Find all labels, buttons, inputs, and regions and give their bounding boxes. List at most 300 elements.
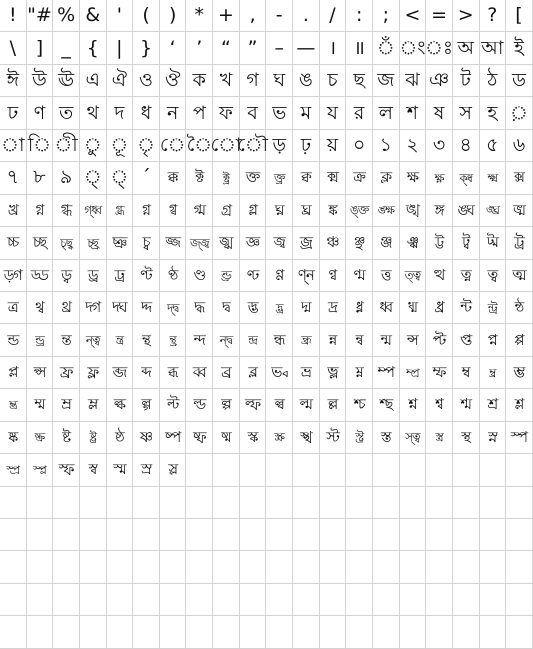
glyph-cell: ন্ম xyxy=(373,324,400,356)
glyph-cell: স্র xyxy=(133,454,160,486)
glyph-cell: ঙ্গ xyxy=(426,195,453,227)
glyph-cell: ষ্ণ xyxy=(133,422,160,454)
glyph-cell: ৫ xyxy=(480,130,507,162)
glyph-cell: ঊ xyxy=(53,65,80,97)
glyph-cell: ন্স xyxy=(400,324,427,356)
glyph-cell: _ xyxy=(53,32,80,64)
glyph-cell: ড xyxy=(506,65,533,97)
glyph-cell: শ xyxy=(400,97,427,129)
glyph-cell: ণ্ঢ xyxy=(240,260,267,292)
glyph-cell xyxy=(506,551,533,583)
glyph-cell: শ্ব xyxy=(426,389,453,421)
glyph-cell: ক্স xyxy=(506,162,533,194)
glyph-cell: স্খ xyxy=(293,422,320,454)
glyph-cell xyxy=(107,551,134,583)
glyph-cell: ঞ্ঝ xyxy=(400,227,427,259)
glyph-cell: ম্ন xyxy=(346,357,373,389)
glyph-cell xyxy=(293,584,320,616)
glyph-cell xyxy=(453,454,480,486)
glyph-cell: প্ট xyxy=(426,324,453,356)
glyph-cell: ঙ্ম xyxy=(506,195,533,227)
glyph-cell: ফ xyxy=(213,97,240,129)
glyph-cell xyxy=(27,519,54,551)
glyph-cell: [ xyxy=(506,0,533,32)
glyph-cell: ন্ত্ব xyxy=(80,324,107,356)
glyph-cell: ণ্ড্র xyxy=(213,260,240,292)
glyph-cell: ণ্ম xyxy=(346,260,373,292)
glyph-cell: ল্প xyxy=(213,389,240,421)
glyph-cell: ক্ত্র xyxy=(266,162,293,194)
glyph-cell xyxy=(426,584,453,616)
glyph-cell: ক্ট xyxy=(186,162,213,194)
glyph-cell xyxy=(426,487,453,519)
glyph-cell: ণ্ট xyxy=(133,260,160,292)
glyph-cell: ব্ল xyxy=(240,357,267,389)
glyph-cell xyxy=(320,616,347,648)
glyph-cell xyxy=(346,616,373,648)
glyph-cell: শ্র xyxy=(480,389,507,421)
glyph-cell xyxy=(346,454,373,486)
glyph-cell xyxy=(426,454,453,486)
glyph-cell: এ xyxy=(80,65,107,97)
glyph-cell: | xyxy=(107,32,134,64)
glyph-cell: চ্ছ্র xyxy=(80,227,107,259)
glyph-cell xyxy=(266,584,293,616)
glyph-cell: ঁ xyxy=(373,32,400,64)
glyph-cell: ৯ xyxy=(53,162,80,194)
glyph-cell: প্ল xyxy=(0,357,27,389)
glyph-cell xyxy=(107,519,134,551)
glyph-cell: ব্ব xyxy=(186,357,213,389)
glyph-cell: ক্ল xyxy=(373,162,400,194)
glyph-cell: দ্ভ্র xyxy=(266,292,293,324)
glyph-cell: “ xyxy=(213,32,240,64)
glyph-cell: ত্র xyxy=(0,292,27,324)
glyph-cell: - xyxy=(266,0,293,32)
glyph-cell: স্ট xyxy=(320,422,347,454)
glyph-cell: & xyxy=(80,0,107,32)
glyph-cell: ‘ xyxy=(160,32,187,64)
glyph-cell: ঢ্র xyxy=(107,260,134,292)
glyph-cell: ত্ত xyxy=(373,260,400,292)
glyph-cell: গ্ম xyxy=(186,195,213,227)
glyph-cell: ; xyxy=(373,0,400,32)
glyph-cell xyxy=(27,487,54,519)
glyph-cell xyxy=(373,584,400,616)
glyph-cell: ” xyxy=(240,32,267,64)
glyph-cell: ল্ম xyxy=(293,389,320,421)
glyph-cell: ় xyxy=(506,97,533,129)
glyph-cell xyxy=(213,454,240,486)
glyph-cell: ম্ব xyxy=(453,357,480,389)
glyph-cell: ষ্ঠ xyxy=(107,422,134,454)
glyph-cell: জ্ঝ xyxy=(213,227,240,259)
glyph-cell: গ্ব xyxy=(160,195,187,227)
glyph-cell: স্ট্র xyxy=(346,422,373,454)
glyph-cell xyxy=(400,584,427,616)
glyph-cell xyxy=(480,487,507,519)
glyph-cell: স্ক্র xyxy=(266,422,293,454)
glyph-cell: ন্ড xyxy=(0,324,27,356)
glyph-cell xyxy=(160,519,187,551)
glyph-cell: ড্ড xyxy=(27,260,54,292)
glyph-cell xyxy=(400,551,427,583)
glyph-cell: ৬ xyxy=(506,130,533,162)
glyph-cell xyxy=(0,487,27,519)
glyph-cell: থ xyxy=(80,97,107,129)
glyph-cell: চ্ছ xyxy=(27,227,54,259)
glyph-cell: ধ xyxy=(133,97,160,129)
glyph-cell: স্ত xyxy=(373,422,400,454)
glyph-cell xyxy=(426,616,453,648)
glyph-cell xyxy=(240,584,267,616)
glyph-cell xyxy=(506,616,533,648)
glyph-cell: থ্ব xyxy=(27,292,54,324)
glyph-cell: স্ন xyxy=(480,422,507,454)
glyph-cell xyxy=(346,487,373,519)
glyph-cell: প্স xyxy=(27,357,54,389)
glyph-cell: < xyxy=(400,0,427,32)
glyph-cell xyxy=(186,584,213,616)
glyph-cell: ম্ফ xyxy=(426,357,453,389)
glyph-cell: ধ্র xyxy=(426,292,453,324)
glyph-cell xyxy=(213,616,240,648)
glyph-cell: ন্থ্র xyxy=(160,324,187,356)
glyph-cell xyxy=(293,616,320,648)
glyph-cell: ণ্ব xyxy=(320,260,347,292)
glyph-cell: দ্র xyxy=(320,292,347,324)
glyph-cell xyxy=(426,519,453,551)
glyph-cell: ধ্ম xyxy=(400,292,427,324)
glyph-cell xyxy=(80,616,107,648)
glyph-cell: ত্ন xyxy=(453,260,480,292)
glyph-cell: ্ xyxy=(107,162,134,194)
glyph-cell: ম্র xyxy=(53,389,80,421)
glyph-cell: ল্ক xyxy=(107,389,134,421)
glyph-cell: ষ্ট্র xyxy=(80,422,107,454)
glyph-cell xyxy=(53,519,80,551)
glyph-cell: ন্ন xyxy=(320,324,347,356)
glyph-cell: ন xyxy=(160,97,187,129)
glyph-cell xyxy=(346,584,373,616)
glyph-cell: র xyxy=(346,97,373,129)
glyph-cell xyxy=(240,454,267,486)
glyph-cell: ৃ xyxy=(133,130,160,162)
glyph-cell: ব্দ xyxy=(133,357,160,389)
glyph-cell: – xyxy=(266,32,293,64)
glyph-cell: ( xyxy=(133,0,160,32)
glyph-cell: জ xyxy=(373,65,400,97)
glyph-cell: া xyxy=(0,130,27,162)
glyph-cell: ন্ব xyxy=(346,324,373,356)
glyph-cell: ি xyxy=(27,130,54,162)
glyph-cell: = xyxy=(426,0,453,32)
glyph-cell: ॥ xyxy=(346,32,373,64)
glyph-cell: ত্ব xyxy=(480,260,507,292)
glyph-cell: ৮ xyxy=(27,162,54,194)
glyph-cell: ক্ক xyxy=(160,162,187,194)
glyph-cell: ভ xyxy=(266,97,293,129)
glyph-cell: দ্ভ xyxy=(240,292,267,324)
glyph-cell xyxy=(506,487,533,519)
glyph-cell: ৭ xyxy=(0,162,27,194)
glyph-cell xyxy=(186,616,213,648)
glyph-cell: ন্দ্ব xyxy=(213,324,240,356)
glyph-cell xyxy=(453,584,480,616)
glyph-cell: ঙ্ঘ্র xyxy=(480,195,507,227)
glyph-cell: ? xyxy=(480,0,507,32)
glyph-cell: গ্ল xyxy=(240,195,267,227)
glyph-cell xyxy=(186,551,213,583)
glyph-cell: শ্ন xyxy=(400,389,427,421)
glyph-cell: ল্ল xyxy=(320,389,347,421)
glyph-cell: ট্ম xyxy=(480,227,507,259)
glyph-cell: ব xyxy=(240,97,267,129)
glyph-cell xyxy=(27,584,54,616)
glyph-cell: স্ফ xyxy=(53,454,80,486)
glyph-cell: ব্জ xyxy=(107,357,134,389)
glyph-cell xyxy=(373,519,400,551)
glyph-cell: প্ত xyxy=(453,324,480,356)
glyph-cell: শ্ছ xyxy=(373,389,400,421)
glyph-cell: ঘ্ন xyxy=(266,195,293,227)
glyph-cell: ক্ষ্ণ xyxy=(426,162,453,194)
glyph-cell: ঞ্জ xyxy=(373,227,400,259)
glyph-cell: ন্ঠ xyxy=(506,292,533,324)
glyph-cell: : xyxy=(346,0,373,32)
glyph-cell: ৩ xyxy=(426,130,453,162)
glyph-cell xyxy=(240,551,267,583)
glyph-cell xyxy=(133,551,160,583)
glyph-cell xyxy=(373,487,400,519)
glyph-cell: জ্জ্ব xyxy=(186,227,213,259)
glyph-cell: ঢ xyxy=(0,97,27,129)
glyph-cell xyxy=(400,616,427,648)
glyph-cell: দ্দ xyxy=(133,292,160,324)
glyph-cell: ল্গ xyxy=(133,389,160,421)
glyph-cell: ণ্ন xyxy=(293,260,320,292)
glyph-cell: ঙ্ক্ষ xyxy=(373,195,400,227)
glyph-cell: হ xyxy=(480,97,507,129)
glyph-cell xyxy=(346,551,373,583)
glyph-cell: ই xyxy=(506,32,533,64)
glyph-cell: ন্দ্র xyxy=(240,324,267,356)
glyph-cell: জ্ঞ xyxy=(240,227,267,259)
glyph-cell: থ্র xyxy=(53,292,80,324)
glyph-cell: ] xyxy=(27,32,54,64)
glyph-cell: ষ্প xyxy=(160,422,187,454)
glyph-cell: চ্ঞ xyxy=(107,227,134,259)
glyph-cell xyxy=(213,519,240,551)
glyph-cell: ী xyxy=(53,130,80,162)
glyph-cell: জ্ব xyxy=(266,227,293,259)
glyph-cell: ণ্ড xyxy=(186,260,213,292)
glyph-cell: ট্ব xyxy=(453,227,480,259)
glyph-cell: ক্ষ xyxy=(400,162,427,194)
glyph-cell: শ্ম xyxy=(453,389,480,421)
glyph-cell xyxy=(80,584,107,616)
glyph-cell: গ্ধ্র xyxy=(107,195,134,227)
glyph-cell xyxy=(27,616,54,648)
glyph-cell xyxy=(133,584,160,616)
glyph-cell: ঙ্ক্ত xyxy=(346,195,373,227)
glyph-cell xyxy=(480,584,507,616)
glyph-cell: ৪ xyxy=(453,130,480,162)
glyph-cell: ঃ xyxy=(426,32,453,64)
glyph-cell: ন্ধ xyxy=(266,324,293,356)
glyph-cell: ৈ xyxy=(186,130,213,162)
glyph-cell: ঐ xyxy=(107,65,134,97)
glyph-cell: ত xyxy=(53,97,80,129)
glyph-cell: ন্ট xyxy=(453,292,480,324)
glyph-cell: ত্থ xyxy=(426,260,453,292)
glyph-cell xyxy=(400,487,427,519)
glyph-cell xyxy=(373,551,400,583)
glyph-cell: স্ক xyxy=(240,422,267,454)
glyph-cell: ০ xyxy=(346,130,373,162)
glyph-cell: স xyxy=(453,97,480,129)
glyph-cell: ভ্র xyxy=(293,357,320,389)
glyph-cell: চ xyxy=(320,65,347,97)
glyph-cell: য় xyxy=(320,130,347,162)
glyph-cell: . xyxy=(293,0,320,32)
glyph-cell xyxy=(213,551,240,583)
glyph-cell xyxy=(0,616,27,648)
glyph-cell: "# xyxy=(27,0,54,32)
glyph-cell: ৌ xyxy=(240,130,267,162)
glyph-cell: ভ্ব xyxy=(266,357,293,389)
glyph-cell: } xyxy=(133,32,160,64)
glyph-cell: ল্ব xyxy=(266,389,293,421)
glyph-cell: খ্র xyxy=(0,195,27,227)
glyph-cell xyxy=(266,551,293,583)
glyph-cell: ষ্ক xyxy=(0,422,27,454)
glyph-cell: দ্ধ xyxy=(186,292,213,324)
glyph-cell: প্প xyxy=(506,324,533,356)
glyph-cell: স্থ xyxy=(453,422,480,454)
glyph-cell: উ xyxy=(27,65,54,97)
glyph-cell: ক্ষ্ম xyxy=(480,162,507,194)
glyph-cell: ঔ xyxy=(160,65,187,97)
glyph-cell xyxy=(0,519,27,551)
glyph-cell: ক xyxy=(186,65,213,97)
glyph-cell xyxy=(453,616,480,648)
glyph-cell: জ্র xyxy=(293,227,320,259)
glyph-cell: ট্ট xyxy=(426,227,453,259)
glyph-cell xyxy=(133,487,160,519)
glyph-cell: ন্ত্র xyxy=(107,324,134,356)
glyph-cell: স্ম xyxy=(107,454,134,486)
glyph-cell: খ xyxy=(213,65,240,97)
glyph-cell xyxy=(266,454,293,486)
glyph-cell: স্প্র xyxy=(0,454,27,486)
glyph-cell xyxy=(453,487,480,519)
glyph-cell: — xyxy=(293,32,320,64)
glyph-cell xyxy=(0,584,27,616)
glyph-cell xyxy=(133,519,160,551)
glyph-cell: ন্ড্র xyxy=(27,324,54,356)
glyph-cell: ল্ড xyxy=(186,389,213,421)
glyph-cell: ন্ট্র xyxy=(480,292,507,324)
glyph-cell xyxy=(53,616,80,648)
glyph-cell: ল xyxy=(373,97,400,129)
glyph-cell: ম্ম xyxy=(27,389,54,421)
glyph-cell xyxy=(320,519,347,551)
glyph-cell: ত্ম xyxy=(506,260,533,292)
glyph-cell: ন্ত xyxy=(53,324,80,356)
glyph-cell: স্ব xyxy=(80,454,107,486)
glyph-cell: ´ xyxy=(133,162,160,194)
glyph-cell: ঙ xyxy=(293,65,320,97)
glyph-cell: জ্জ xyxy=(160,227,187,259)
glyph-cell: > xyxy=(453,0,480,32)
glyph-cell xyxy=(320,584,347,616)
glyph-cell xyxy=(27,551,54,583)
glyph-cell: ম্প্র xyxy=(400,357,427,389)
glyph-cell: ম্ভ্র xyxy=(0,389,27,421)
glyph-cell: আ xyxy=(480,32,507,64)
glyph-cell: ন্থ xyxy=(133,324,160,356)
glyph-cell: ো xyxy=(213,130,240,162)
glyph-cell: গ্র xyxy=(213,195,240,227)
glyph-cell: ড়্গ xyxy=(0,260,27,292)
glyph-cell xyxy=(293,454,320,486)
glyph-cell: গ্ন xyxy=(27,195,54,227)
glyph-cell: গ্ন xyxy=(133,195,160,227)
glyph-cell: গ্ধ xyxy=(53,195,80,227)
glyph-cell: ট xyxy=(453,65,480,97)
glyph-cell: ঞ্চ xyxy=(320,227,347,259)
glyph-cell xyxy=(160,616,187,648)
glyph-cell: গ xyxy=(240,65,267,97)
glyph-cell xyxy=(80,519,107,551)
glyph-cell: ং xyxy=(400,32,427,64)
glyph-cell xyxy=(186,487,213,519)
glyph-cell xyxy=(266,487,293,519)
glyph-cell: ম xyxy=(293,97,320,129)
glyph-cell xyxy=(453,519,480,551)
glyph-cell: গ্ধ্ব xyxy=(80,195,107,227)
glyph-cell xyxy=(320,454,347,486)
glyph-cell xyxy=(107,584,134,616)
glyph-cell: ল্ট xyxy=(160,389,187,421)
glyph-cell: ক্ম xyxy=(320,162,347,194)
glyph-cell: ফ্ল xyxy=(80,357,107,389)
glyph-cell: ঠ xyxy=(480,65,507,97)
glyph-cell: প xyxy=(186,97,213,129)
glyph-cell: % xyxy=(53,0,80,32)
glyph-cell xyxy=(480,519,507,551)
glyph-cell: ু xyxy=(80,130,107,162)
glyph-cell: ঙ্ঘ xyxy=(453,195,480,227)
glyph-cell xyxy=(53,487,80,519)
glyph-cell: ষ xyxy=(426,97,453,129)
glyph-cell: ক্ষ্ব xyxy=(453,162,480,194)
glyph-cell: ঞ xyxy=(426,65,453,97)
glyph-cell xyxy=(293,487,320,519)
glyph-cell: ণ্ণ xyxy=(266,260,293,292)
glyph-cell xyxy=(400,454,427,486)
glyph-cell: অ xyxy=(453,32,480,64)
glyph-cell: ণ xyxy=(27,97,54,129)
glyph-cell: * xyxy=(186,0,213,32)
glyph-cell xyxy=(133,616,160,648)
glyph-cell xyxy=(506,519,533,551)
glyph-cell: ব্ধ xyxy=(160,357,187,389)
glyph-cell: ম্ব্র xyxy=(480,357,507,389)
glyph-cell xyxy=(80,551,107,583)
glyph-cell: ক্ট্র xyxy=(213,162,240,194)
